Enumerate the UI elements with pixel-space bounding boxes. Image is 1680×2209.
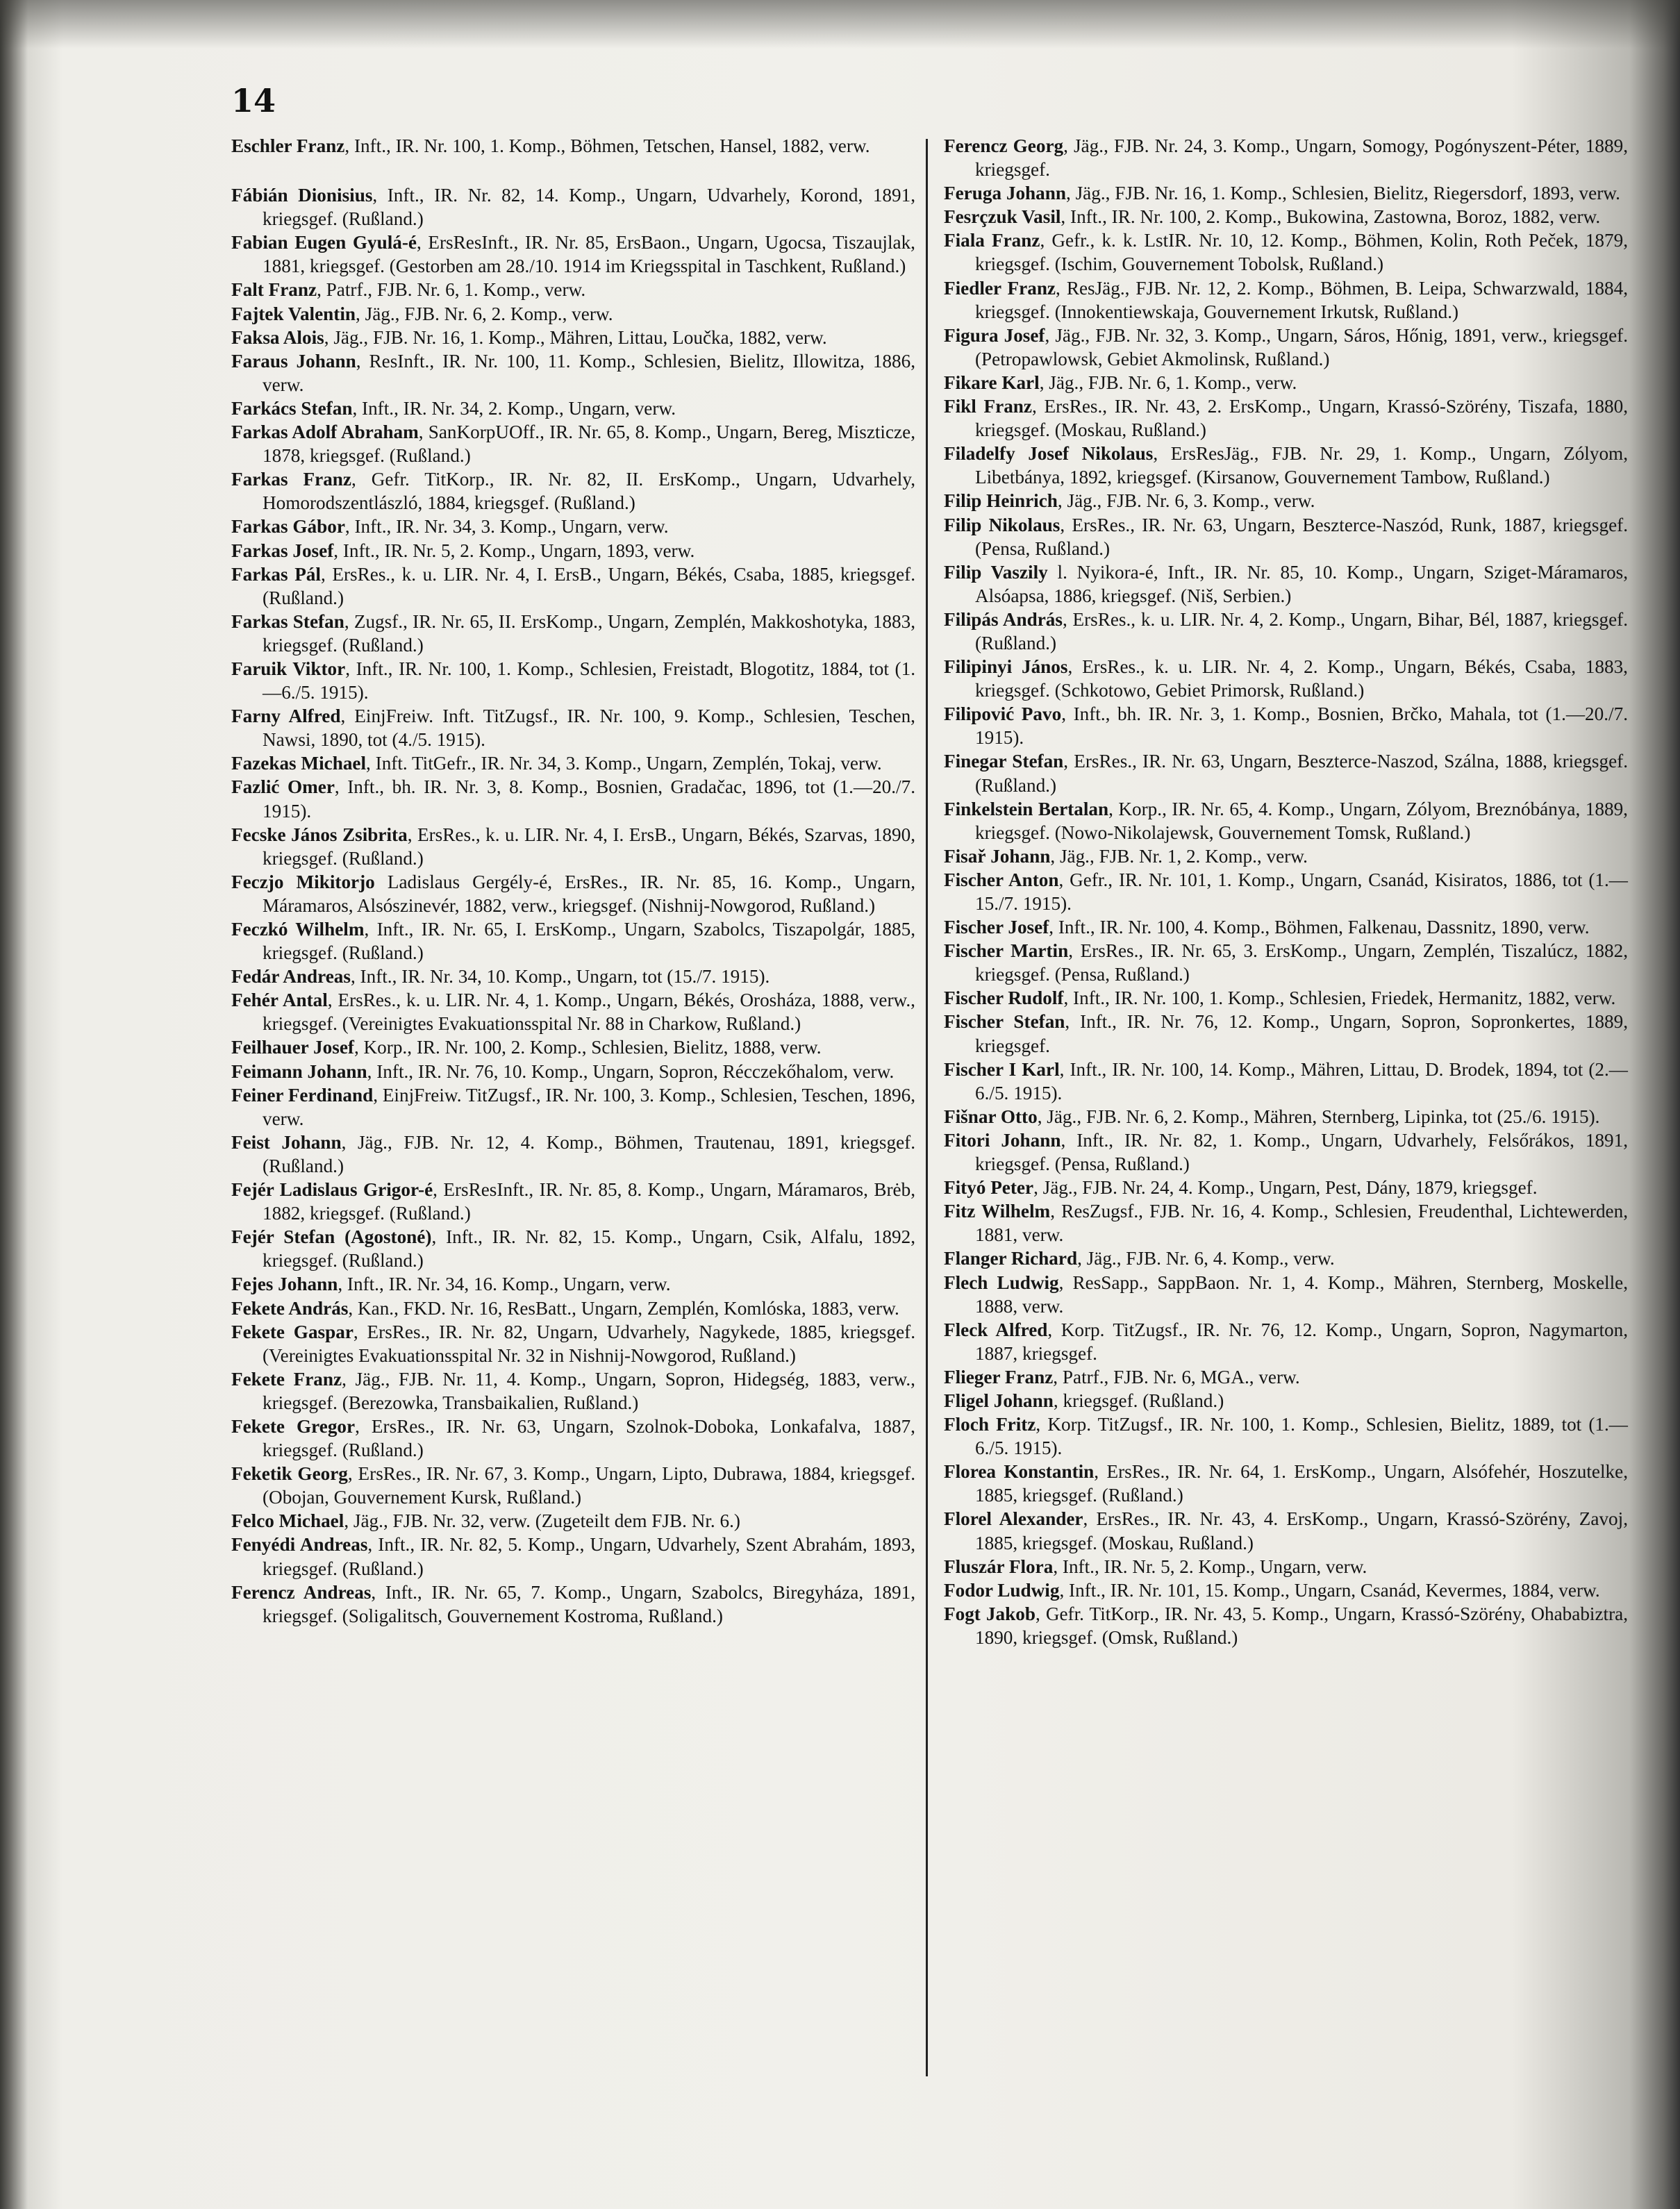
- entry-name: Fikl Franz: [944, 396, 1032, 417]
- register-entry: [231, 539, 915, 562]
- entry-details: , ErsRes., k. u. LIR. Nr. 4, I. ErsB., Ungarn, Békés, Csaba, 1885, kriegsgef. (Rußland.): [263, 563, 915, 608]
- register-entry: [231, 1320, 915, 1367]
- register-entry: [231, 183, 915, 231]
- entry-details: Ladislaus Gergély-é, ErsRes., IR. Nr. 85, 16. Komp., Ungarn, Máramaros, Alsószinevér, 1882, verw., kriegsgef. (Nishnij-Nowgorod, Rußland.): [263, 871, 915, 916]
- entry-details: , Korp. TitZugsf., IR. Nr. 76, 12. Komp., Ungarn, Sopron, Nagymarton, 1887, kriegsgef.: [975, 1319, 1628, 1364]
- entry-name: Fejes Johann: [231, 1274, 338, 1295]
- entry-name: Flanger Richard: [944, 1248, 1078, 1269]
- entry-details: , Inft., IR. Nr. 82, 15. Komp., Ungarn, Csik, Alfalu, 1892, kriegsgef. (Rußland.): [263, 1226, 915, 1272]
- entry-details: , ErsRes., IR. Nr. 63, Ungarn, Szolnok-Doboka, Lonkafalva, 1887, kriegsgef. (Rußland.): [263, 1415, 915, 1461]
- register-entry: [231, 1272, 915, 1296]
- entry-details: , ResInft., IR. Nr. 100, 11. Komp., Schlesien, Bielitz, Illowitza, 1886, verw.: [263, 350, 915, 395]
- register-entry: [231, 1083, 915, 1131]
- register-entry: [231, 467, 915, 515]
- entry-details: , Korp., IR. Nr. 100, 2. Komp., Schlesien, Bielitz, 1888, verw.: [354, 1037, 822, 1058]
- entry-details: , Jäg., FJB. Nr. 6, 2. Komp., verw.: [356, 303, 613, 324]
- entry-name: Feczjo Mikitorjo: [231, 871, 375, 892]
- entry-details: , ErsResInft., IR. Nr. 85, 8. Komp., Ungarn, Máramaros, Brėb, 1882, kriegsgef. (Rußland.): [263, 1179, 915, 1224]
- register-entry: [231, 231, 915, 278]
- entry-name: Fesrçzuk Vasil: [944, 206, 1061, 228]
- entry-name: Fitz Wilhelm: [944, 1201, 1051, 1222]
- entry-name: Fischer Stefan: [944, 1011, 1065, 1033]
- entry-details: , Inft., IR. Nr. 101, 15. Komp., Ungarn, Csanád, Kevermes, 1884, verw.: [1059, 1579, 1600, 1601]
- register-entry: [231, 1178, 915, 1225]
- register-entry: [231, 420, 915, 467]
- entry-name: Farkas Gábor: [231, 516, 345, 537]
- entry-name: Feketik Georg: [231, 1463, 348, 1485]
- entry-details: , Gefr., k. k. LstIR. Nr. 10, 12. Komp., Böhmen, Kolin, Roth Peček, 1879, kriegsgef. (Ischim, Gouvernement Tobolsk, Rußland.): [975, 230, 1628, 275]
- entry-name: Fiedler Franz: [944, 277, 1056, 299]
- register-entry: [944, 371, 1628, 394]
- entry-name: Fekete Franz: [231, 1368, 342, 1390]
- entry-details: , Jäg., FJB. Nr. 6, 1. Komp., verw.: [1039, 372, 1297, 393]
- entry-details: , ErsRes., IR. Nr. 63, Ungarn, Beszterce-Naszod, Szálna, 1888, kriegsgef. (Rußland.): [975, 751, 1628, 796]
- entry-details: , ResSapp., SappBaon. Nr. 1, 4. Komp., Mähren, Sternberg, Moskelle, 1888, verw.: [975, 1272, 1628, 1317]
- entry-name: Feist Johann: [231, 1131, 342, 1153]
- entry-details: , ErsRes., IR. Nr. 64, 1. ErsKomp., Ungarn, Alsófehér, Hoszutelke, 1885, kriegsgef. (Rußland.): [975, 1461, 1628, 1506]
- entry-name: Felco Michael: [231, 1510, 344, 1532]
- entry-details: , Inft., IR. Nr. 34, 3. Komp., Ungarn, verw.: [344, 516, 669, 537]
- register-entry: [231, 657, 915, 704]
- entry-name: Fedár Andreas: [231, 966, 351, 987]
- entry-name: Feczkó Wilhelm: [231, 919, 365, 940]
- register-entry: [231, 326, 915, 349]
- entry-details: , Patrf., FJB. Nr. 6, 1. Komp., verw.: [317, 279, 586, 301]
- entry-name: Florea Konstantin: [944, 1461, 1095, 1483]
- entry-spacer: [231, 158, 915, 183]
- right-column: [944, 134, 1628, 1649]
- register-entry: [944, 1555, 1628, 1578]
- entry-name: Fišnar Otto: [944, 1106, 1038, 1127]
- entry-details: , ErsRes., IR. Nr. 65, 3. ErsKomp., Ungarn, Zemplén, Tiszalúcz, 1882, kriegsgef. (Pensa, Rußland.): [975, 940, 1628, 985]
- register-entry: [944, 915, 1628, 939]
- entry-details: , ResJäg., FJB. Nr. 12, 2. Komp., Böhmen, B. Leipa, Schwarzwald, 1884, kriegsgef. (Innokentiewskaja, Gouvernement Irkutsk, Rußland.): [975, 277, 1628, 322]
- entry-details: , ErsRes., IR. Nr. 63, Ungarn, Beszterce-Naszód, Runk, 1887, kriegsgef. (Pensa, Rußland.): [975, 514, 1628, 559]
- entry-name: Filadelfy Josef Nikolaus: [944, 443, 1154, 465]
- entry-name: Fluszár Flora: [944, 1556, 1054, 1577]
- entry-details: , Korp. TitZugsf., IR. Nr. 100, 1. Komp., Schlesien, Bielitz, 1889, tot (1.—6./5. 1915).: [975, 1414, 1628, 1459]
- register-entry: [231, 1367, 915, 1415]
- register-entry: [944, 1389, 1628, 1412]
- entry-name: Farkas Franz: [231, 469, 351, 490]
- entry-details: , Jäg., FJB. Nr. 12, 4. Komp., Böhmen, Trautenau, 1891, kriegsgef. (Rußland.): [263, 1131, 915, 1176]
- entry-name: Farkács Stefan: [231, 397, 353, 419]
- register-entry: [231, 302, 915, 326]
- entry-name: Fligel Johann: [944, 1390, 1054, 1411]
- register-entry: [231, 134, 915, 158]
- entry-name: Falt Franz: [231, 279, 317, 301]
- entry-name: Fischer Josef: [944, 917, 1049, 938]
- entry-details: , Korp., IR. Nr. 65, 4. Komp., Ungarn, Zólyom, Breznóbánya, 1889, kriegsgef. (Nowo-Nikolajewsk, Gouvernement Tomsk, Rußland.): [975, 798, 1628, 843]
- entry-details: , Jäg., FJB. Nr. 1, 2. Komp., verw.: [1050, 845, 1308, 867]
- entry-name: Fischer Anton: [944, 869, 1059, 890]
- entry-name: Fischer Martin: [944, 940, 1069, 962]
- register-entry: [944, 442, 1628, 489]
- register-entry: [231, 775, 915, 822]
- register-entry: [944, 1105, 1628, 1128]
- entry-name: Farkas Josef: [231, 540, 334, 561]
- entry-name: Fazlić Omer: [231, 776, 335, 798]
- entry-name: Feimann Johann: [231, 1060, 367, 1082]
- register-entry: [944, 513, 1628, 560]
- entry-details: , Gefr. TitKorp., IR. Nr. 43, 5. Komp., Ungarn, Krassó-Szörény, Ohababiztra, 1890, kriegsgef. (Omsk, Rußland.): [975, 1603, 1629, 1648]
- entry-name: Feruga Johann: [944, 183, 1066, 204]
- register-entry: [231, 704, 915, 751]
- register-entry: [944, 1176, 1628, 1199]
- entry-name: Fekete Gregor: [231, 1415, 356, 1437]
- entry-details: , Inft., bh. IR. Nr. 3, 1. Komp., Bosnien, Brčko, Mahala, tot (1.—20./7. 1915).: [975, 703, 1628, 749]
- entry-details: , ErsRes., IR. Nr. 82, Ungarn, Udvarhely, Nagykede, 1885, kriegsgef. (Vereinigtes Evakuationsspital Nr. 32 in Nishnij-Nowgorod, Rußland.): [263, 1321, 915, 1366]
- register-entry: [944, 702, 1628, 749]
- entry-name: Finkelstein Bertalan: [944, 798, 1109, 819]
- entry-details: , Jäg., FJB. Nr. 24, 4. Komp., Ungarn, Pest, Dány, 1879, kriegsgef.: [1033, 1177, 1538, 1199]
- register-entry: [231, 1035, 915, 1059]
- register-entry: [231, 965, 915, 988]
- entry-details: , SanKorpUOff., IR. Nr. 65, 8. Komp., Ungarn, Bereg, Miszticze, 1878, kriegsgef. (Rußland.): [263, 422, 915, 467]
- entry-details: , ErsResInft., IR. Nr. 85, ErsBaon., Ungarn, Ugocsa, Tiszaujlak, 1881, kriegsgef. (Gestorben am 28./10. 1914 im Kriegsspital in Taschkent, Rußland.): [263, 232, 915, 277]
- entry-name: Fogt Jakob: [944, 1603, 1036, 1624]
- entry-name: Fazekas Michael: [231, 753, 367, 774]
- entry-name: Fischer Rudolf: [944, 987, 1064, 1009]
- column-divider: [926, 139, 928, 2076]
- entry-details: , Inft., IR. Nr. 65, I. ErsKomp., Ungarn, Szabolcs, Tiszapolgár, 1885, kriegsgef. (Rußland.): [263, 919, 915, 964]
- entry-name: Fejér Ladislaus Grigor-é: [231, 1179, 433, 1201]
- entry-details: , ErsRes., k. u. LIR. Nr. 4, 2. Komp., Ungarn, Bihar, Bél, 1887, kriegsgef. (Rußland.): [975, 608, 1628, 653]
- entry-details: , Jäg., FJB. Nr. 6, 2. Komp., Mähren, Sternberg, Lipinka, tot (25./6. 1915).: [1037, 1106, 1600, 1127]
- register-entry: [231, 870, 915, 917]
- entry-details: , Jäg., FJB. Nr. 11, 4. Komp., Ungarn, Sopron, Hidegség, 1883, verw., kriegsgef. (Berezowka, Transbaikalien, Rußland.): [263, 1368, 915, 1413]
- entry-name: Filipović Pavo: [944, 703, 1062, 725]
- register-entry: [231, 917, 915, 965]
- register-entry: [944, 228, 1628, 276]
- entry-details: l. Nyikora-é, Inft., IR. Nr. 85, 10. Komp., Ungarn, Sziget-Máramaros, Alsóapsa, 1886, kriegsgef. (Niš, Serbien.): [975, 561, 1628, 606]
- entry-name: Feiner Ferdinand: [231, 1084, 374, 1106]
- register-entry: [944, 1602, 1628, 1649]
- entry-details: , Jäg., FJB. Nr. 6, 3. Komp., verw.: [1057, 490, 1315, 512]
- register-entry: [231, 1060, 915, 1083]
- entry-name: Fisař Johann: [944, 845, 1051, 867]
- register-entry: [944, 560, 1628, 608]
- register-entry: [231, 1462, 915, 1509]
- entry-name: Fischer I Karl: [944, 1058, 1060, 1080]
- entry-details: , EinjFreiw. TitZugsf., IR. Nr. 100, 3. Komp., Schlesien, Teschen, 1896, verw.: [263, 1084, 915, 1129]
- entry-details: , ErsResJäg., FJB. Nr. 29, 1. Komp., Ungarn, Zólyom, Libetbánya, 1892, kriegsgef. (Kirsanow, Gouvernement Tambow, Rußland.): [975, 443, 1628, 488]
- entry-name: Fecske János Zsibrita: [231, 824, 408, 845]
- entry-details: , Inft., IR. Nr. 34, 10. Komp., Ungarn, tot (15./7. 1915).: [350, 966, 770, 987]
- entry-details: , kriegsgef. (Rußland.): [1053, 1390, 1224, 1411]
- register-entry: [231, 397, 915, 420]
- entry-details: , EinjFreiw. Inft. TitZugsf., IR. Nr. 100, 9. Komp., Schlesien, Teschen, Nawsi, 1890, tot (4./5. 1915).: [263, 706, 915, 751]
- left-column: [231, 134, 915, 1628]
- entry-details: , Inft., IR. Nr. 76, 10. Komp., Ungarn, Sopron, Récczekőhalom, verw.: [367, 1060, 895, 1082]
- register-entry: [944, 1460, 1628, 1507]
- entry-name: Eschler Franz: [231, 135, 345, 156]
- entry-name: Ferencz Andreas: [231, 1581, 372, 1603]
- entry-details: , Jäg., FJB. Nr. 32, 3. Komp., Ungarn, Sáros, Hőnig, 1891, verw., kriegsgef. (Petropawlowsk, Gebiet Akmolinsk, Rußland.): [975, 324, 1628, 369]
- entry-name: Fábián Dionisius: [231, 185, 373, 206]
- register-entry: [231, 988, 915, 1035]
- entry-details: , Inft., IR. Nr. 82, 5. Komp., Ungarn, Udvarhely, Szent Abrahám, 1893, kriegsgef. (Rußland.): [263, 1534, 915, 1579]
- entry-details: , Inft., IR. Nr. 76, 12. Komp., Ungarn, Sopron, Sopronkertes, 1889, kriegsgef.: [975, 1011, 1628, 1056]
- entry-name: Flieger Franz: [944, 1366, 1054, 1387]
- register-entry: [944, 205, 1628, 228]
- register-entry: [944, 1058, 1628, 1105]
- entry-name: Florel Alexander: [944, 1508, 1083, 1530]
- entry-details: , Gefr. TitKorp., IR. Nr. 82, II. ErsKomp., Ungarn, Udvarhely, Homorodszentlászló, 1884, kriegsgef. (Rußland.): [263, 469, 915, 514]
- entry-name: Farkas Pál: [231, 563, 321, 585]
- register-entry: [944, 655, 1628, 702]
- entry-details: , ErsRes., IR. Nr. 43, 4. ErsKomp., Ungarn, Krassó-Szörény, Zavoj, 1885, kriegsgef. (Moskau, Rußland.): [975, 1508, 1628, 1553]
- register-entry: [231, 823, 915, 870]
- entry-name: Floch Fritz: [944, 1414, 1036, 1435]
- entry-details: , ErsRes., k. u. LIR. Nr. 4, 1. Komp., Ungarn, Békés, Orosháza, 1888, verw., kriegsgef. (Vereinigtes Evakuationsspital Nr. 88 in Charkow, Rußland.): [263, 990, 915, 1035]
- entry-name: Fleck Alfred: [944, 1319, 1048, 1340]
- register-entry: [231, 1533, 915, 1580]
- register-entry: [944, 1318, 1628, 1365]
- entry-name: Faruik Viktor: [231, 658, 346, 679]
- register-entry: [231, 610, 915, 657]
- entry-details: , Inft., IR. Nr. 34, 16. Komp., Ungarn, verw.: [338, 1274, 671, 1295]
- register-entry: [231, 1131, 915, 1178]
- entry-name: Faksa Alois: [231, 326, 324, 348]
- register-entry: [944, 181, 1628, 205]
- register-entry: [944, 797, 1628, 844]
- entry-details: , Inft., IR. Nr. 5, 2. Komp., Ungarn, 1893, verw.: [333, 540, 695, 561]
- entry-name: Fiala Franz: [944, 230, 1040, 251]
- entry-details: , Zugsf., IR. Nr. 65, II. ErsKomp., Ungarn, Zemplén, Makkoshotyka, 1883, kriegsgef. (Rußland.): [263, 610, 915, 656]
- register-entry: [944, 986, 1628, 1010]
- entry-name: Figura Josef: [944, 324, 1045, 346]
- entry-details: , Inft., IR. Nr. 82, 1. Komp., Ungarn, Udvarhely, Felsőrákos, 1891, kriegsgef. (Pensa, Rußland.): [975, 1129, 1628, 1175]
- register-entry: [231, 1581, 915, 1628]
- entry-name: Fenyédi Andreas: [231, 1534, 368, 1556]
- entry-details: , Inft., bh. IR. Nr. 3, 8. Komp., Bosnien, Gradačac, 1896, tot (1.—20./7. 1915).: [263, 776, 915, 822]
- register-entry: [231, 278, 915, 301]
- register-entry: [231, 515, 915, 538]
- register-entry: [944, 1271, 1628, 1318]
- entry-details: , Inft., IR. Nr. 100, 4. Komp., Böhmen, Falkenau, Dassnitz, 1890, verw.: [1049, 917, 1590, 938]
- register-entry: [944, 1507, 1628, 1554]
- register-entry: [944, 1412, 1628, 1460]
- entry-name: Filip Vaszily: [944, 561, 1048, 583]
- register-entry: [231, 1297, 915, 1320]
- register-entry: [944, 134, 1628, 181]
- entry-name: Ferencz Georg: [944, 135, 1064, 156]
- entry-details: , Jäg., FJB. Nr. 16, 1. Komp., Schlesien, Bielitz, Riegersdorf, 1893, verw.: [1066, 183, 1620, 204]
- register-entry: [944, 324, 1628, 371]
- entry-name: Fitori Johann: [944, 1129, 1061, 1151]
- entry-name: Fajtek Valentin: [231, 303, 356, 324]
- entry-details: , Inft. TitGefr., IR. Nr. 34, 3. Komp., Ungarn, Zemplén, Tokaj, verw.: [366, 753, 882, 774]
- entry-details: , ErsRes., IR. Nr. 67, 3. Komp., Ungarn, Lipto, Dubrawa, 1884, kriegsgef. (Obojan, Gouvernement Kursk, Rußland.): [263, 1463, 916, 1508]
- entry-name: Flech Ludwig: [944, 1272, 1059, 1293]
- entry-details: , ErsRes., k. u. LIR. Nr. 4, 2. Komp., Ungarn, Békés, Csaba, 1883, kriegsgef. (Schkotowo, Gebiet Primorsk, Rußland.): [975, 656, 1628, 701]
- register-entry: [944, 939, 1628, 986]
- entry-name: Fekete Gaspar: [231, 1321, 354, 1342]
- entry-name: Filip Nikolaus: [944, 514, 1061, 535]
- entry-name: Fikare Karl: [944, 372, 1040, 393]
- entry-name: Farkas Stefan: [231, 610, 344, 632]
- entry-name: Faraus Johann: [231, 350, 356, 372]
- entry-details: , Jäg., FJB. Nr. 16, 1. Komp., Mähren, Littau, Loučka, 1882, verw.: [324, 326, 827, 348]
- entry-name: Farkas Adolf Abraham: [231, 422, 419, 443]
- register-entry: [944, 1128, 1628, 1176]
- entry-details: , Patrf., FJB. Nr. 6, MGA., verw.: [1053, 1366, 1300, 1387]
- register-entry: [944, 608, 1628, 655]
- scan-shadow: [0, 0, 1680, 49]
- register-entry: [231, 1509, 915, 1533]
- entry-name: Fekete András: [231, 1297, 349, 1319]
- entry-details: , Inft., IR. Nr. 100, 1. Komp., Böhmen, Tetschen, Hansel, 1882, verw.: [344, 135, 870, 156]
- entry-name: Filipás András: [944, 608, 1063, 630]
- register-entry: [944, 868, 1628, 915]
- page-number: 14: [231, 82, 276, 119]
- entry-name: Fodor Ludwig: [944, 1579, 1060, 1601]
- entry-name: Fityó Peter: [944, 1177, 1034, 1199]
- entry-details: , Kan., FKD. Nr. 16, ResBatt., Ungarn, Zemplén, Komlóska, 1883, verw.: [348, 1297, 899, 1319]
- entry-name: Filip Heinrich: [944, 490, 1058, 512]
- entry-name: Finegar Stefan: [944, 751, 1064, 772]
- entry-name: Filipinyi János: [944, 656, 1068, 678]
- entry-details: , Inft., IR. Nr. 100, 1. Komp., Schlesien, Friedek, Hermanitz, 1882, verw.: [1063, 987, 1616, 1009]
- entry-details: , Jäg., FJB. Nr. 32, verw. (Zugeteilt dem FJB. Nr. 6.): [344, 1510, 740, 1532]
- register-entry: [944, 1010, 1628, 1057]
- entry-name: Farny Alfred: [231, 706, 341, 727]
- entry-name: Fehér Antal: [231, 990, 328, 1011]
- register-entry: [231, 562, 915, 610]
- entry-details: , Inft., IR. Nr. 65, 7. Komp., Ungarn, Szabolcs, Biregyháza, 1891, kriegsgef. (Soligalitsch, Gouvernement Kostroma, Rußland.): [263, 1581, 915, 1626]
- register-entry: [944, 844, 1628, 868]
- register-entry: [231, 751, 915, 775]
- register-entry: [944, 1199, 1628, 1247]
- entry-name: Fabian Eugen Gyulá-é: [231, 232, 417, 253]
- entry-details: , Inft., IR. Nr. 100, 2. Komp., Bukowina, Zastowna, Boroz, 1882, verw.: [1061, 206, 1601, 228]
- register-entry: [944, 1365, 1628, 1389]
- entry-details: , ResZugsf., FJB. Nr. 16, 4. Komp., Schlesien, Freudenthal, Lichtewerden, 1881, verw.: [975, 1201, 1628, 1246]
- entry-details: , Inft., IR. Nr. 100, 14. Komp., Mähren, Littau, D. Brodek, 1894, tot (2.—6./5. 1915).: [975, 1058, 1628, 1103]
- register-entry: [944, 276, 1628, 324]
- entry-details: , Inft., IR. Nr. 82, 14. Komp., Ungarn, Udvarhely, Korond, 1891, kriegsgef. (Rußland.): [263, 185, 915, 230]
- entry-details: , ErsRes., IR. Nr. 43, 2. ErsKomp., Ungarn, Krassó-Szörény, Tiszafa, 1880, kriegsgef. (Moskau, Rußland.): [975, 396, 1628, 441]
- register-entry: [944, 1247, 1628, 1270]
- register-entry: [231, 349, 915, 397]
- register-entry: [944, 1578, 1628, 1602]
- entry-name: Feilhauer Josef: [231, 1037, 354, 1058]
- entry-details: , Inft., IR. Nr. 34, 2. Komp., Ungarn, verw.: [352, 397, 676, 419]
- register-entry: [944, 394, 1628, 442]
- entry-details: , Jäg., FJB. Nr. 6, 4. Komp., verw.: [1077, 1248, 1335, 1269]
- register-entry: [944, 489, 1628, 512]
- entry-details: , Jäg., FJB. Nr. 24, 3. Komp., Ungarn, Somogy, Pogónyszent-Péter, 1889, kriegsgef.: [975, 135, 1629, 181]
- register-entry: [231, 1225, 915, 1272]
- register-entry: [231, 1415, 915, 1462]
- register-entry: [944, 749, 1628, 797]
- entry-name: Fejér Stefan (Agostoné): [231, 1226, 432, 1248]
- entry-details: , Inft., IR. Nr. 5, 2. Komp., Ungarn, verw.: [1053, 1556, 1367, 1577]
- entry-details: , Inft., IR. Nr. 100, 1. Komp., Schlesien, Freistadt, Blogotitz, 1884, tot (1.—6./5. 1915).: [263, 658, 915, 703]
- entry-details: , Gefr., IR. Nr. 101, 1. Komp., Ungarn, Csanád, Kisiratos, 1886, tot (1.—15./7. 1915).: [975, 869, 1628, 914]
- entry-details: , ErsRes., k. u. LIR. Nr. 4, I. ErsB., Ungarn, Békés, Szarvas, 1890, kriegsgef. (Rußland.): [263, 824, 915, 869]
